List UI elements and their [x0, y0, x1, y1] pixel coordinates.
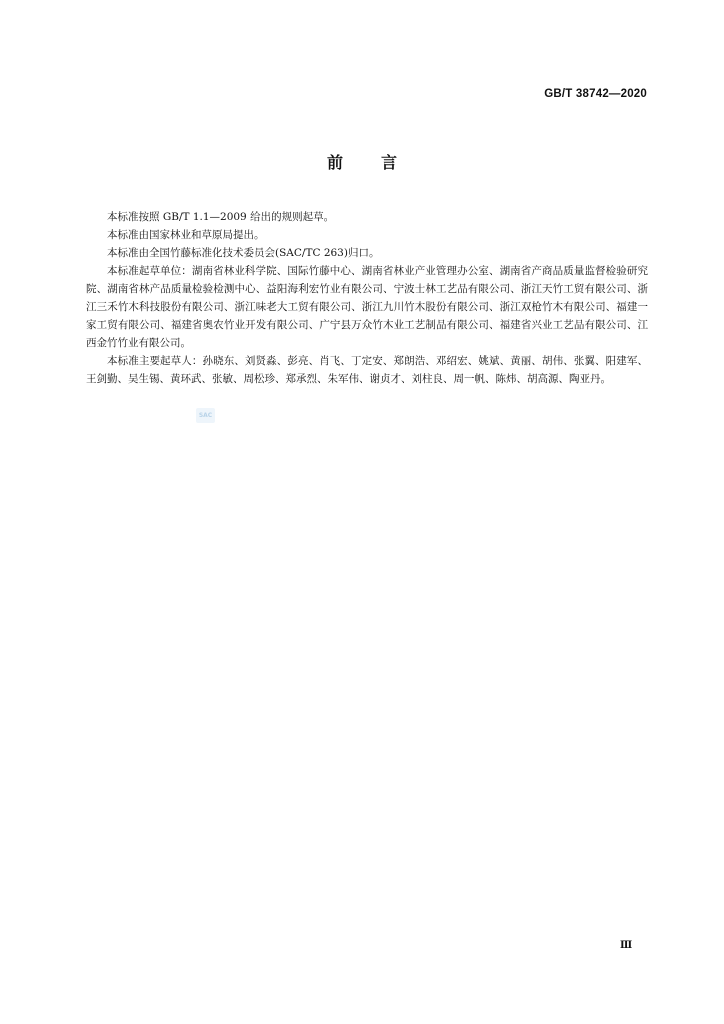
paragraph-drafting-units: 本标准起草单位：湖南省林业科学院、国际竹藤中心、湖南省林业产业管理办公室、湖南省产商品质量监督检验研究院、湖南省林产品质量检验检测中心、益阳海利宏竹业有限公司、宁波士林工艺品有限公司、浙江天竹工贸有限公司、浙江三禾竹木科技股份有限公司、浙江味老大工贸有限公司、浙江九川竹木股份有限公司、浙江双枪竹木有限公司、福建一家工贸有限公司、福建省奥农竹业开发有限公司、广宁县万众竹木业工艺制品有限公司、福建省兴业工艺品有限公司、江西金竹竹业有限公司。 [86, 265, 648, 349]
sac-watermark: SAC [196, 408, 215, 423]
foreword-body [86, 208, 648, 388]
title-char-2: 言 [381, 153, 398, 172]
paragraph-committee: 本标准由全国竹藤标准化技术委员会(SAC/TC 263)归口。 [107, 247, 380, 259]
paragraph-proposer: 本标准由国家林业和草原局提出。 [107, 229, 265, 241]
title-char-1: 前 [326, 153, 343, 172]
page-number: Ⅲ [620, 940, 633, 951]
section-title [0, 150, 724, 173]
standard-number: GB/T 38742—2020 [544, 88, 647, 100]
paragraph-drafters: 本标准主要起草人：孙晓东、刘贤淼、彭亮、肖飞、丁定安、郑朗浩、邓绍宏、姚斌、黄丽、胡伟、张翼、阳建军、王剑勤、吴生锡、黄环武、张敏、周松珍、郑承烈、朱军伟、谢贞才、刘柱良、周一帆、陈炜、胡高源、陶亚丹。 [86, 355, 648, 385]
paragraph-drafting-rules: 本标准按照 GB/T 1.1—2009 给出的规则起草。 [107, 211, 335, 223]
